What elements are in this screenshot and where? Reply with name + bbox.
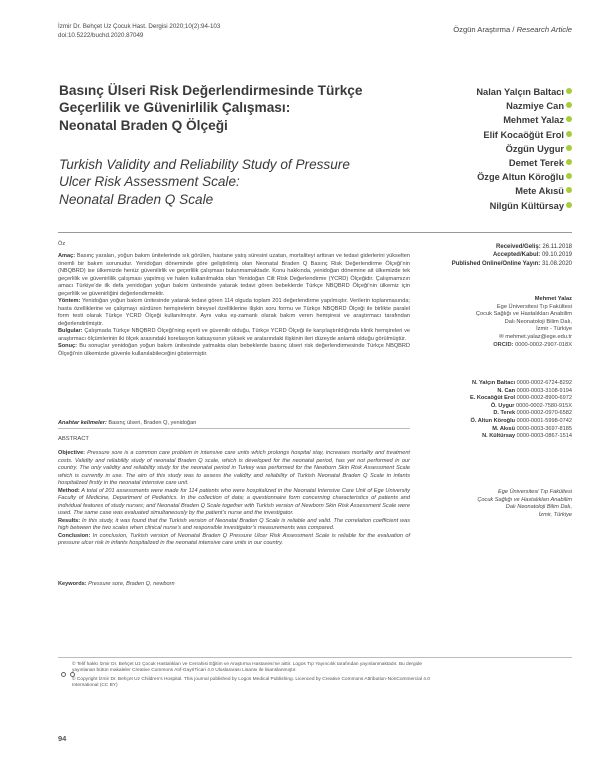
author[interactable] (476, 128, 572, 142)
author-name: Mete Akısü (515, 186, 564, 197)
orcid-icon[interactable] (566, 88, 572, 94)
orcid-icon[interactable] (566, 187, 572, 193)
orcid-row (382, 380, 572, 388)
keywords-en (58, 581, 175, 587)
author[interactable] (476, 184, 572, 198)
author[interactable] (476, 142, 572, 156)
orcid-label: ORCID: (493, 341, 514, 348)
author-name: Özge Altun Köroğlu (477, 172, 564, 183)
abstract-tr-section (58, 328, 410, 343)
corresponding-orcid[interactable]: 0000-0002-2907-018X (515, 341, 572, 348)
orcid-icon[interactable] (566, 202, 572, 208)
section-text: In conclusion, Turkish version of Neonatal Braden Q Pressure Ulcer Risk Assessment Scale is reliable for the evaluation of pressure ulcer risk in infants hospitalized in the neonatal intensive care units in our country. (58, 532, 410, 546)
oz-heading: Öz (58, 241, 66, 247)
abstract-heading: ABSTRACT (58, 436, 89, 442)
date-label: Accepted/Kabul: (492, 252, 541, 259)
orcid-name: N. Yalçın Baltacı (471, 380, 516, 386)
orcid-name: N. Can (497, 387, 516, 394)
copyright-en: © Copyright İzmir Dr. Behçet Uz Children’s Hospital. This journal published by Logos Medical Publishing. Licenced by Creative Commons Attribution-NonCommercial 4.0 International (CC BY) (72, 676, 430, 689)
orcid-id[interactable]: 0000-0003-3697-8185 (516, 425, 572, 432)
divider (58, 657, 572, 658)
orcid-row (382, 418, 572, 426)
orcid-id[interactable]: 0000-0002-6724-8292 (516, 380, 572, 386)
corresponding-email-row (412, 334, 572, 342)
author-name: Mehmet Yalaz (503, 115, 564, 126)
divider (58, 232, 572, 233)
date-value: 09.10.2019 (541, 252, 572, 259)
orcid-name: M. Akısü (492, 425, 516, 432)
affiliation-line: İzmir, Türkiye (538, 511, 572, 518)
author-name: Özgün Uygur (505, 143, 564, 154)
author-name: Nazmiye Can (506, 101, 564, 112)
orcid-icon[interactable] (566, 102, 572, 108)
title-tr-line: Basınç Ülseri Risk Değerlendirmesinde Türkçe (59, 83, 363, 98)
copyright-footer (72, 662, 432, 692)
section-label: Results: (58, 517, 81, 524)
journal-citation (58, 22, 358, 40)
date-value: 26.11.2018 (542, 244, 572, 250)
date-row (397, 260, 572, 268)
orcid-name: E. Kocaöğüt Erol (469, 395, 516, 402)
keywords-text: Pressure sore, Braden Q, newborn (86, 581, 175, 587)
author[interactable] (476, 170, 572, 184)
article-dates (397, 243, 572, 268)
orcid-list (382, 380, 572, 441)
author-name: Demet Terek (508, 158, 564, 169)
mail-icon: ✉ (498, 333, 504, 340)
title-tr (59, 82, 379, 134)
title-en-line: Ulcer Risk Assessment Scale: (59, 174, 240, 190)
keywords-label: Anahtar kelimeler: (58, 420, 107, 426)
corresponding-author (412, 296, 572, 349)
section-text: Çalışmada Türkçe NBQBRD Ölçeği’ning eçerli ve güvenilir olduğu, Türkçe YCRD Ölçeği ile karşılaştırıldığında klinik hemşireleri ve araştırmacı ölçümlerinin iki ölçek arasındaki korelasyon katsayısının yüksek ve aralarındaki ilişkinin ileri düzeyde anlamlı olduğu görülmüştür. (58, 328, 410, 342)
article-type-sep: / (510, 25, 517, 34)
article-type-en: Research Article (516, 25, 572, 34)
corresponding-orcid-row (412, 342, 572, 350)
orcid-row (382, 395, 572, 403)
page-number: 94 (58, 734, 67, 743)
orcid-icon[interactable] (566, 116, 572, 122)
author-name: Elif Kocaöğüt Erol (483, 129, 564, 140)
abstract-tr (58, 253, 410, 358)
date-label: Received/Geliş: (496, 244, 541, 250)
corresponding-address: Ege Üniversitesi Tıp Fakültesi (496, 303, 572, 310)
date-row (397, 251, 572, 259)
date-row (397, 243, 572, 251)
orcid-id[interactable]: 0000-0001-5998-0742 (516, 417, 572, 424)
orcid-name: N. Kültürsay (482, 433, 516, 440)
section-text: Pressure sore is a common care problem in intensive care units which prolongs hospital stay, increases mortality and treatment costs. Validity and reliability study of neonatal Braden Q scale, which is developed for the neonatal period, has yet not performed in our country. The only validity and reliability study for the neonatal period in Turkey was performed for the Newborn Skin Risk Assessment Scale which is currently in use. The aim of this study was to assess the validity and reliability of Turkish Neonatal Braden Q Scale in infants hospitalized firstly in the neonatal intensive care unit. (58, 450, 410, 486)
article-type-tr: Özgün Araştırma (453, 25, 511, 34)
corresponding-address: İzmir - Türkiye (536, 326, 572, 333)
orcid-row (382, 403, 572, 411)
title-tr-line: Geçerlilik ve Güvenirlilik Çalışması: (59, 100, 291, 116)
orcid-icon[interactable] (566, 131, 572, 137)
author[interactable] (476, 113, 572, 127)
orcid-icon[interactable] (566, 173, 572, 179)
section-text: In this study, it was found that the Turkish version of Neonatal Braden Q Scale is reliable and valid. The correlation coefficient was high between the two scales when clinical nurse’s and responsible investigator’s measurements was compared. (58, 517, 410, 531)
author-name: Nalan Yalçın Baltacı (476, 87, 564, 97)
section-label: Sonuç: (58, 343, 77, 349)
cc-icon (61, 672, 66, 677)
abstract-en-section (58, 450, 410, 488)
copyright-tr: © Telif hakkı İzmir Dr. Behçet Uz Çocuk Hastalıkları ve Cerrahisi Eğitim ve Araştırma Hastanesi’ne aittir. Logos Tıp Yayıncılık tarafından yayınlanmaktadır. Bu dergide yayınlanan bütün makaleler Creative Commons Atıf-GayriTicari 4.0 Uluslararası Lisansı ile lisanslanmıştır. (72, 662, 423, 674)
article-type (453, 25, 572, 34)
section-text: Basınç yaraları, yoğun bakım ünitelerinde sık görülen, hastane yatış süresini uzatan, mortaliteyi arttıran ve tedavi giderlerini yükselten önemli bir bakım sorunudur. Yenidoğan döneminde göre geliştirilmiş olan Neonatal Braden Q Basınç Risk Değerlendirme Ölçeği’nin (NBQBRD) ise ülkemizde henüz güvenilirlik ve geçerlilik çalışması bulunmamaktadır. Konu hakkında, yenidoğan dönemine ait ülkemizde tek geçerlilik ve güvenirlilik çalışması yapılmış ve halen kullanılmakta olan Yenidoğan Cilt Risk Değerlendirme (YCRD) Ölçeğidir. Çalışmamızın amacı Türkiye’de ilk defa yenidoğan yoğun bakım ünitesinde yatarak tedavi gören bebeklerde Türkçe NBQBRD Ölçeği’nin ülkemiz için geçerlilik ve güvenirliğini değerlendirmektir. (58, 253, 410, 297)
keywords-label: Keywords: (58, 581, 87, 587)
author[interactable] (476, 199, 572, 213)
section-label: Amaç: (58, 253, 76, 259)
doi-line: doi:10.5222/buchd.2020.87049 (58, 32, 144, 39)
orcid-row (382, 410, 572, 418)
section-label: Yöntem: (58, 298, 81, 304)
abstract-tr-section (58, 253, 410, 298)
orcid-id[interactable]: 0000-0002-0970-6582 (516, 410, 572, 417)
corresponding-address: Dalı Neonatoloji Bilim Dalı, (504, 318, 572, 325)
abstract-en-section (58, 488, 410, 518)
keywords-text: Basınç ülseri, Braden Q, yenidoğan (106, 420, 197, 426)
abstract-en-section (58, 518, 410, 533)
abstract-tr-section (58, 343, 410, 358)
orcid-id[interactable]: 0000-0003-3108-9194 (516, 387, 572, 394)
orcid-name: Ö. Altun Köroğlu (470, 417, 516, 424)
orcid-name: D. Terek (493, 410, 516, 417)
orcid-id[interactable]: 0000-0003-0867-1514 (516, 433, 572, 440)
title-en-line: Turkish Validity and Reliability Study of Pressure (59, 157, 350, 172)
journal-line: İzmir Dr. Behçet Uz Çocuk Hast. Dergisi 2020;10(2):94-103 (58, 23, 221, 30)
affiliation-line: Dalı Neonatoloji Bilim Dalı, (505, 504, 572, 511)
orcid-id[interactable]: 0000-0002-8900-6972 (516, 395, 572, 402)
divider (58, 428, 410, 429)
section-text: Yenidoğan yoğun bakım ünitesinde yatarak tedavi gören 114 olguda toplam 201 değerlendirme yapılmıştır. Verilerin toplanmasında; hasta özelliklerine ve çalışmayı sürdüren hemşirelerin bireysel özelliklerine ilişkin soru formu ve Türkçe NBQBRD Ölçeği ile birlikte paralel form testi olarak Türkçe YCRD Ölçeği kullanılmıştır. Aynı vaka eş-zamanlı olarak bakım veren hemşiresi ve araştırmacı tarafından değerlendirilmiştir. (58, 298, 410, 327)
section-text: A total of 201 assessments were made for 114 patients who were hospitalized in the Neonatal Intensive Care Unit of Ege University Faculty of Medicine, Department of Pediatrics. In the collection of data; a questionnaire form concerning characteristics of patients and individual features of study nurses; and Neonatal Braden Q Scale together with Turkish version of Newborn Skin Risk Assessment Scale were used. The same case was evaluated simultaneously by the patient’s nurse and the investigator. (58, 487, 410, 516)
affiliation (412, 489, 572, 519)
orcid-icon[interactable] (566, 145, 572, 151)
section-label: Objective: (58, 450, 86, 456)
affiliation-line: Çocuk Sağlığı ve Hastalıkları Anabilim (477, 496, 572, 503)
title-en-line: Neonatal Braden Q Scale (59, 191, 214, 207)
author[interactable] (476, 99, 572, 113)
section-label: Conclusion: (58, 532, 91, 539)
author-list (476, 85, 572, 213)
title-tr-line: Neonatal Braden Q Ölçeği (59, 117, 228, 133)
abstract-en (58, 450, 410, 548)
orcid-id[interactable]: 0000-0002-7580-915X (516, 402, 572, 409)
corresponding-email[interactable]: mehmet.yalaz@ege.edu.tr (505, 333, 572, 340)
corresponding-address: Çocuk Sağlığı ve Hastalıkları Anabilim (475, 311, 572, 318)
orcid-name: Ö. Uygur (490, 402, 515, 409)
author[interactable] (476, 85, 572, 99)
orcid-row (382, 426, 572, 434)
section-label: Method: (58, 487, 80, 494)
abstract-en-section (58, 533, 410, 548)
author[interactable] (476, 156, 572, 170)
title-en (59, 156, 379, 208)
author-name: Nilgün Kültürsay (489, 200, 564, 211)
orcid-row (382, 388, 572, 396)
affiliation-line: Ege Üniversitesi Tıp Fakültesi (498, 489, 572, 495)
keywords-tr (58, 420, 196, 426)
orcid-icon[interactable] (566, 159, 572, 165)
corresponding-name: Mehmet Yalaz (534, 296, 572, 302)
orcid-row (382, 433, 572, 441)
date-label: Published Online/Online Yayın: (451, 260, 541, 267)
abstract-tr-section (58, 298, 410, 328)
section-label: Bulgular: (58, 328, 83, 334)
date-value: 31.08.2020 (541, 260, 572, 267)
section-text: Bu sonuçlar yenidoğan yoğun bakım ünitesinde yatmakta olan bebeklerde basınç ülseri risk değerlendirmesinde Türkçe NBQBRD Ölçeği’nin ülkemizde güvenle kullanılabileceğini göstermiştir. (58, 343, 410, 357)
